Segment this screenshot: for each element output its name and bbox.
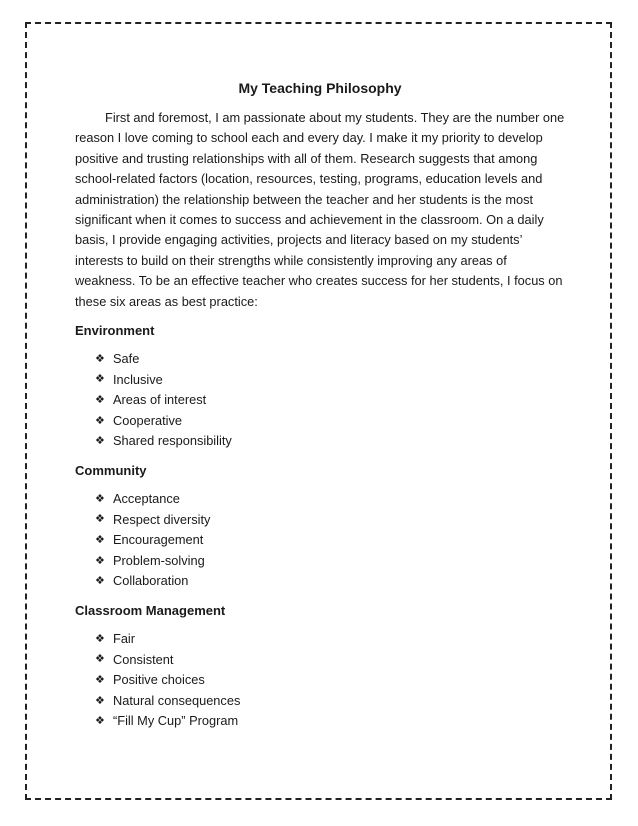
list-item bbox=[95, 530, 565, 551]
section-heading: Environment bbox=[75, 323, 155, 339]
list-item bbox=[95, 551, 565, 572]
intro-paragraph: First and foremost, I am passionate about my students. They are the number one reason I love coming to school each and every day. I make it my priority to develop positive and trusting relationships with all of them. Research suggests that among school-related factors (location, resources, testing, programs, education levels and administration) the relationship between the teacher and her students is the most significant when it comes to success and achievement in the classroom. On a daily basis, I provide engaging activities, projects and literacy based on my students’ interests to build on their strengths while consistently improving any areas of weakness. To be an effective teacher who creates success for her students, I focus on these six areas as best practice: bbox=[75, 110, 565, 309]
list-item-label: Shared responsibility bbox=[113, 433, 232, 449]
list-item bbox=[95, 431, 565, 452]
list-item-label: Consistent bbox=[113, 651, 174, 667]
list-item bbox=[95, 370, 565, 391]
diamond-bullet-icon: ❖ bbox=[95, 653, 105, 666]
list-item bbox=[95, 349, 565, 370]
list-item bbox=[95, 510, 565, 531]
section-classroom-management bbox=[75, 601, 565, 732]
list-item-label: Safe bbox=[113, 351, 140, 367]
diamond-bullet-icon: ❖ bbox=[95, 352, 105, 365]
list-item-label: Cooperative bbox=[113, 412, 183, 428]
list-item bbox=[95, 571, 565, 592]
list-item-label: Fair bbox=[113, 631, 136, 646]
list-item bbox=[95, 411, 565, 432]
list-item bbox=[95, 670, 565, 691]
list-item bbox=[95, 691, 565, 712]
section-environment bbox=[75, 321, 565, 452]
diamond-bullet-icon: ❖ bbox=[95, 492, 105, 505]
diamond-bullet-icon: ❖ bbox=[95, 694, 105, 707]
list-item-label: Natural consequences bbox=[113, 692, 241, 708]
page-title: My Teaching Philosophy bbox=[238, 80, 402, 96]
list-item bbox=[95, 650, 565, 671]
bullet-list bbox=[95, 629, 565, 732]
bullet-list bbox=[95, 489, 565, 592]
list-item-label: Acceptance bbox=[113, 491, 180, 507]
section-heading: Classroom Management bbox=[75, 603, 226, 618]
diamond-bullet-icon: ❖ bbox=[95, 394, 105, 407]
list-item-label: “Fill My Cup” Program bbox=[113, 713, 239, 729]
bullet-list bbox=[95, 349, 565, 452]
diamond-bullet-icon: ❖ bbox=[95, 414, 105, 427]
diamond-bullet-icon: ❖ bbox=[95, 575, 105, 588]
diamond-bullet-icon: ❖ bbox=[95, 513, 105, 526]
list-item-label: Respect diversity bbox=[113, 511, 211, 527]
list-item bbox=[95, 390, 565, 411]
section-community bbox=[75, 461, 565, 592]
diamond-bullet-icon: ❖ bbox=[95, 632, 105, 645]
list-item-label: Positive choices bbox=[113, 672, 205, 688]
diamond-bullet-icon: ❖ bbox=[95, 673, 105, 686]
document-body bbox=[75, 78, 565, 732]
list-item-label: Encouragement bbox=[113, 532, 204, 548]
list-item-label: Inclusive bbox=[113, 371, 163, 387]
list-item-label: Problem-solving bbox=[113, 552, 205, 568]
diamond-bullet-icon: ❖ bbox=[95, 435, 105, 448]
diamond-bullet-icon: ❖ bbox=[95, 373, 105, 386]
list-item bbox=[95, 711, 565, 732]
list-item bbox=[95, 489, 565, 510]
section-heading: Community bbox=[75, 463, 147, 479]
list-item bbox=[95, 629, 565, 650]
diamond-bullet-icon: ❖ bbox=[95, 534, 105, 547]
list-item-label: Areas of interest bbox=[113, 392, 207, 408]
diamond-bullet-icon: ❖ bbox=[95, 715, 105, 728]
diamond-bullet-icon: ❖ bbox=[95, 554, 105, 567]
list-item-label: Collaboration bbox=[113, 573, 189, 589]
